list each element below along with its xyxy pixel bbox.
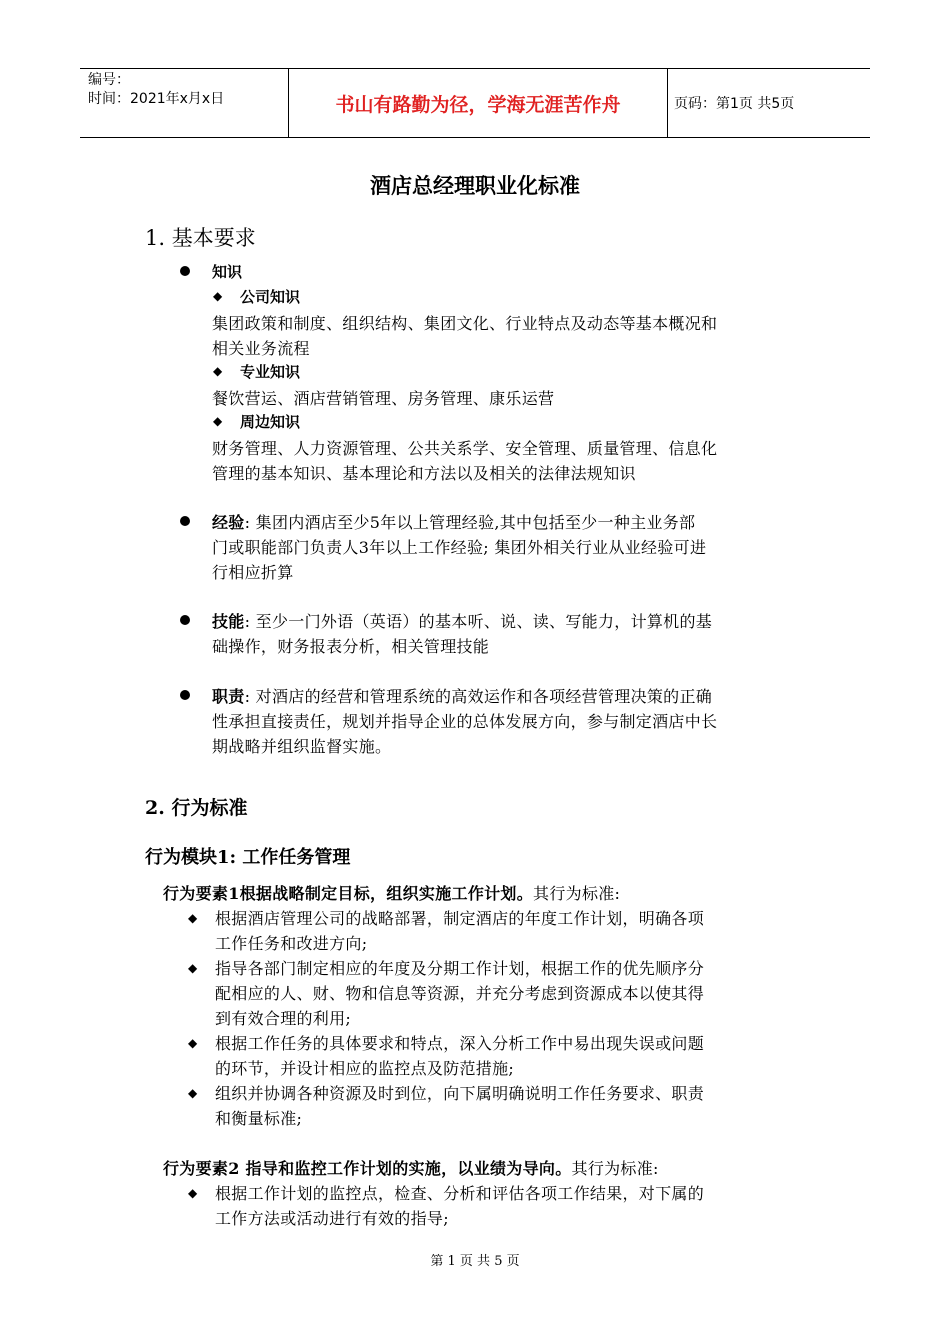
professional-knowledge-line: 餐饮营运、酒店营销管理、房务管理、康乐运营 <box>212 389 555 408</box>
section2-heading: 2. 行为标准 <box>145 797 248 819</box>
duties-line <box>212 684 712 707</box>
element1-item-line: 和衡量标准; <box>215 1109 303 1128</box>
element1-item-line: 工作任务和改进方向; <box>215 934 368 953</box>
element1-suffix: 其行为标准: <box>533 884 621 903</box>
experience-label: 经验 <box>212 513 245 532</box>
diamond-bullet-icon: ◆ <box>188 911 198 925</box>
header-meta <box>80 69 289 137</box>
document-title: 酒店总经理职业化标准 <box>370 173 580 198</box>
element1-item-line: 根据酒店管理公司的战略部署，制定酒店的年度工作计划，明确各项 <box>215 909 705 928</box>
duties-line: 性承担直接责任，规划并指导企业的总体发展方向，参与制定酒店中长 <box>212 712 718 731</box>
company-knowledge-label: 公司知识 <box>240 288 301 306</box>
header-motto: 书山有路勤为径，学海无涯苦作舟 <box>289 69 668 137</box>
element2-label: 行为要素2 指导和监控工作计划的实施，以业绩为导向。 <box>163 1159 572 1178</box>
element1-item-line: 根据工作任务的具体要求和特点，深入分析工作中易出现失误或问题 <box>215 1034 705 1053</box>
experience-line: 行相应折算 <box>212 563 294 582</box>
diamond-bullet-icon: ◆ <box>188 1186 198 1200</box>
doc-date-label: 时间：2021年x月x日 <box>88 91 225 107</box>
experience-line: 门或职能部门负责人3年以上工作经验; 集团外相关行业从业经验可进 <box>212 538 707 557</box>
element2-item-line: 根据工作计划的监控点，检查、分析和评估各项工作结果，对下属的 <box>215 1184 705 1203</box>
bullet-icon <box>180 266 190 276</box>
element1-item-line: 指导各部门制定相应的年度及分期工作计划，根据工作的优先顺序分 <box>215 959 705 978</box>
peripheral-knowledge-line: 管理的基本知识、基本理论和方法以及相关的法律法规知识 <box>212 464 636 483</box>
duties-text: : 对酒店的经营和管理系统的高效运作和各项经营管理决策的正确 <box>244 687 713 706</box>
company-knowledge-line: 相关业务流程 <box>212 339 310 358</box>
skills-text: : 至少一门外语（英语）的基本听、说、读、写能力，计算机的基 <box>244 612 713 631</box>
duties-label: 职责 <box>212 687 245 706</box>
company-knowledge-line: 集团政策和制度、组织结构、集团文化、行业特点及动态等基本概况和 <box>212 314 718 333</box>
element1-item-line: 到有效合理的利用; <box>215 1009 352 1028</box>
diamond-bullet-icon: ◆ <box>213 364 223 378</box>
element1-label: 行为要素1根据战略制定目标，组织实施工作计划。 <box>163 884 534 903</box>
skills-line: 础操作，财务报表分析，相关管理技能 <box>212 637 490 656</box>
page-header <box>80 68 870 138</box>
doc-number-label: 编号： <box>88 72 130 88</box>
professional-knowledge-label: 专业知识 <box>240 363 301 381</box>
module-heading: 行为模块1: 工作任务管理 <box>145 847 351 868</box>
page-footer: 第 1 页 共 5 页 <box>430 1254 520 1269</box>
diamond-bullet-icon: ◆ <box>213 289 223 303</box>
skills-line <box>212 609 712 632</box>
peripheral-knowledge-line: 财务管理、人力资源管理、公共关系学、安全管理、质量管理、信息化 <box>212 439 718 458</box>
header-page-info: 页码：第1页 共5页 <box>674 96 795 112</box>
element1-item-line: 的环节，并设计相应的监控点及防范措施; <box>215 1059 515 1078</box>
diamond-bullet-icon: ◆ <box>213 414 223 428</box>
duties-line: 期战略并组织监督实施。 <box>212 737 392 756</box>
bullet-icon <box>180 516 190 526</box>
element1-item-line: 组织并协调各种资源及时到位，向下属明确说明工作任务要求、职责 <box>215 1084 705 1103</box>
knowledge-label: 知识 <box>212 263 243 281</box>
experience-text: : 集团内酒店至少5年以上管理经验,其中包括至少一种主业务部 <box>244 513 696 532</box>
element1-line <box>163 881 620 904</box>
bullet-icon <box>180 690 190 700</box>
experience-line <box>212 510 695 533</box>
peripheral-knowledge-label: 周边知识 <box>240 413 301 431</box>
element2-line <box>163 1156 659 1179</box>
element2-item-line: 工作方法或活动进行有效的指导; <box>215 1209 449 1228</box>
diamond-bullet-icon: ◆ <box>188 961 198 975</box>
skills-label: 技能 <box>212 612 245 631</box>
diamond-bullet-icon: ◆ <box>188 1036 198 1050</box>
section1-heading: 1. 基本要求 <box>145 226 256 250</box>
diamond-bullet-icon: ◆ <box>188 1086 198 1100</box>
element1-item-line: 配相应的人、财、物和信息等资源，并充分考虑到资源成本以使其得 <box>215 984 705 1003</box>
element2-suffix: 其行为标准: <box>571 1159 659 1178</box>
bullet-icon <box>180 615 190 625</box>
